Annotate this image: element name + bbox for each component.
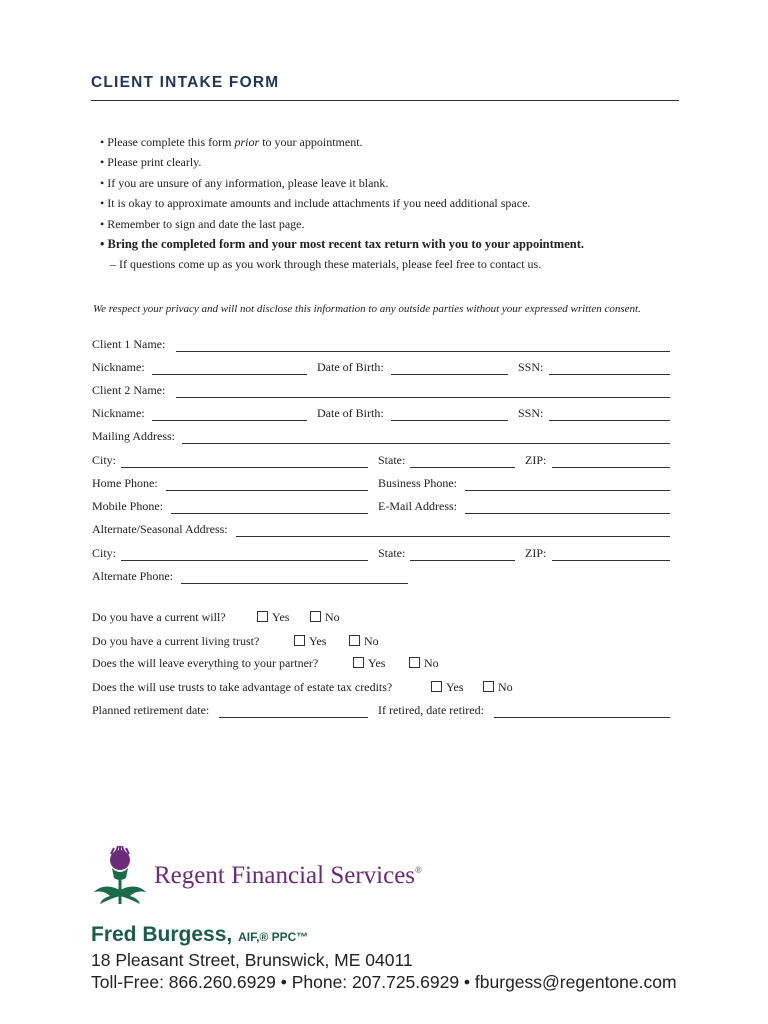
alt-zip-field[interactable] [552,560,670,561]
yes-label: Yes [309,634,327,648]
rep-name: Fred Burgess, AIF,® PPC™ [91,923,309,946]
city-label: City: [92,546,117,560]
nickname-label: Nickname: [92,360,145,374]
client2-dob-field[interactable] [391,420,508,421]
will-yes-option[interactable] [257,610,289,625]
company-name: Regent Financial Services® [154,862,422,889]
title-rule [91,100,679,101]
alt-phone-row [92,569,412,587]
rep-credentials: AIF,® PPC™ [238,930,309,944]
no-label: No [325,610,340,624]
instructions-list [100,132,584,275]
mobile-phone-field[interactable] [171,513,368,514]
instruction-item: • Please print clearly. [100,155,202,170]
instruction-item: • Remember to sign and date the last page. [100,216,305,231]
mailing-address-row [92,429,670,447]
date-retired-label: If retired, date retired: [378,703,484,717]
state-label: State: [378,546,406,560]
nickname-label: Nickname: [92,406,145,420]
trust-no-option[interactable] [349,634,379,649]
checkbox-icon[interactable] [349,635,360,646]
question-estate-tax: Does the will use trusts to take advantage of estate tax credits? [92,680,393,694]
no-label: No [424,656,439,670]
client2-name-field[interactable] [176,397,670,398]
alt-city-field[interactable] [121,560,368,561]
thistle-icon [90,846,150,908]
checkbox-icon[interactable] [257,611,268,622]
checkbox-icon[interactable] [431,681,442,692]
alt-address-label: Alternate/Seasonal Address: [92,522,228,536]
rep-address: 18 Pleasant Street, Brunswick, ME 04011 [91,950,413,970]
estate-no-option[interactable] [483,680,513,695]
business-phone-label: Business Phone: [378,476,458,490]
planned-retirement-field[interactable] [219,717,368,718]
instruction-subitem: – If questions come up as you work through these materials, please feel free to contact us. [110,257,542,272]
state-field[interactable] [410,467,515,468]
client1-details-row [92,360,670,378]
client1-name-row [92,337,670,355]
form-title: CLIENT INTAKE FORM [91,74,280,91]
client1-name-label: Client 1 Name: [92,337,166,351]
checkbox-icon[interactable] [483,681,494,692]
mobile-email-row [92,499,670,517]
zip-label: ZIP: [525,546,547,560]
question-living-trust: Do you have a current living trust? [92,634,260,648]
email-label: E-Mail Address: [378,499,457,513]
yes-label: Yes [368,656,386,670]
question-will: Do you have a current will? [92,610,226,624]
state-label: State: [378,453,406,467]
phone-row [92,476,670,494]
instruction-item: • If you are unsure of any information, please leave it blank. [100,175,389,190]
checkbox-icon[interactable] [353,657,364,668]
alt-phone-label: Alternate Phone: [92,569,173,583]
alt-city-state-zip-row [92,546,670,564]
client2-nickname-field[interactable] [152,420,307,421]
client2-name-row [92,383,670,401]
alt-phone-field[interactable] [181,583,408,584]
city-label: City: [92,453,117,467]
trust-yes-option[interactable] [294,634,326,649]
client1-nickname-field[interactable] [152,374,307,375]
zip-field[interactable] [552,467,670,468]
instruction-item-bold: • Bring the completed form and your most recent tax return with you to your appointment. [100,237,584,252]
rep-contact: Toll-Free: 866.260.6929 • Phone: 207.725.6929 • fburgess@regentone.com [91,972,677,992]
alt-address-row [92,522,670,540]
planned-retirement-label: Planned retirement date: [92,703,210,717]
partner-no-option[interactable] [409,656,439,671]
zip-label: ZIP: [525,453,547,467]
ssn-label: SSN: [518,360,544,374]
privacy-statement: We respect your privacy and will not disclose this information to any outside parties without your expressed written consent. [93,303,641,315]
instruction-item: • Please complete this form prior to your appointment. [100,135,363,149]
client1-name-field[interactable] [176,351,670,352]
home-phone-field[interactable] [166,490,368,491]
business-phone-field[interactable] [465,490,670,491]
client2-name-label: Client 2 Name: [92,383,166,397]
client1-ssn-field[interactable] [549,374,670,375]
instruction-item: • It is okay to approximate amounts and include attachments if you need additional space. [100,196,531,211]
no-label: No [364,634,379,648]
checkbox-icon[interactable] [294,635,305,646]
date-retired-field[interactable] [494,717,670,718]
dob-label: Date of Birth: [317,360,384,374]
dob-label: Date of Birth: [317,406,384,420]
partner-yes-option[interactable] [353,656,385,671]
city-field[interactable] [121,467,368,468]
estate-yes-option[interactable] [431,680,463,695]
mailing-address-field[interactable] [182,443,670,444]
retirement-row [92,703,670,721]
client2-details-row [92,406,670,424]
checkbox-icon[interactable] [310,611,321,622]
yes-label: Yes [272,610,290,624]
mobile-phone-label: Mobile Phone: [92,499,163,513]
checkbox-icon[interactable] [409,657,420,668]
home-phone-label: Home Phone: [92,476,158,490]
yes-label: Yes [446,680,464,694]
ssn-label: SSN: [518,406,544,420]
no-label: No [498,680,513,694]
will-no-option[interactable] [310,610,340,625]
email-field[interactable] [465,513,670,514]
client1-dob-field[interactable] [391,374,508,375]
alt-address-field[interactable] [236,536,670,537]
city-state-zip-row [92,453,670,471]
mailing-address-label: Mailing Address: [92,429,175,443]
question-partner: Does the will leave everything to your partner? [92,656,319,670]
client2-ssn-field[interactable] [549,420,670,421]
alt-state-field[interactable] [410,560,515,561]
